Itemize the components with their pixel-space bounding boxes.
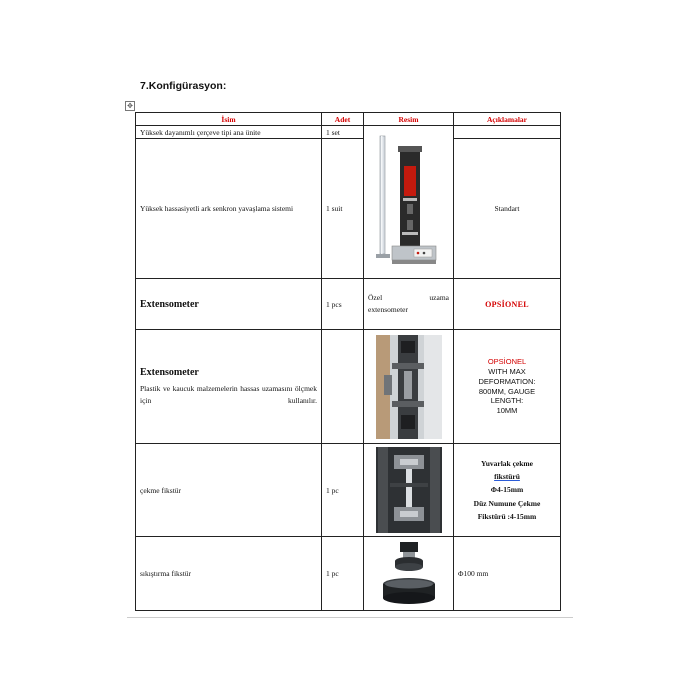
row-name xyxy=(136,279,322,330)
compression-fixture-illustration xyxy=(376,540,442,608)
image-text-line-2: extensometer xyxy=(368,305,408,314)
row-desc: Standart xyxy=(454,139,561,279)
testing-machine-illustration xyxy=(374,132,444,272)
desc-line-part: fikstürü xyxy=(494,472,520,482)
desc-line: Düz Numune Çekme xyxy=(473,498,541,508)
compression-fixture-photo xyxy=(364,537,454,611)
testing-machine-image xyxy=(364,126,454,279)
optional-label: OPSİONEL xyxy=(485,299,529,309)
tension-fixture-illustration xyxy=(376,447,442,533)
extensometer-subtext: Plastik ve kaucuk malzemelerin hassas uzamasını ölçmek için kullanılır. xyxy=(140,384,317,405)
row-qty: 1 set xyxy=(322,126,364,139)
table-row xyxy=(136,444,561,537)
row-name: Yüksek hassasiyetli ark senkron yavaşlama sistemi xyxy=(136,139,322,279)
desc-line: LENGTH: xyxy=(490,396,524,406)
desc-line xyxy=(458,457,556,483)
row-qty: 1 pc xyxy=(322,444,364,537)
row-desc xyxy=(454,126,561,139)
desc-line: Fikstürü :4-15mm xyxy=(477,511,537,521)
desc-line: WITH MAX xyxy=(488,367,526,376)
row-name: çekme fikstür xyxy=(136,444,322,537)
extensometer-illustration xyxy=(376,335,442,439)
row-qty xyxy=(322,330,364,444)
desc-line: Φ4-15mm xyxy=(490,485,524,495)
row-name xyxy=(136,330,322,444)
image-text-line-1: Özel uzama xyxy=(368,293,449,303)
page-edge-divider xyxy=(127,617,573,618)
row-desc xyxy=(454,444,561,537)
header-image: Resim xyxy=(364,113,454,126)
extensometer-name: Extensometer xyxy=(140,298,199,310)
row-desc: Φ100 mm xyxy=(454,537,561,611)
table-move-handle-icon[interactable]: ✥ xyxy=(125,101,135,111)
row-desc xyxy=(454,279,561,330)
tension-fixture-photo xyxy=(364,444,454,537)
desc-line: 10MM xyxy=(496,406,518,415)
extensometer-name: Extensometer xyxy=(140,367,199,379)
header-desc: Açıklamalar xyxy=(454,113,561,126)
table-header-row xyxy=(136,113,561,126)
row-name: sıkıştırma fikstür xyxy=(136,537,322,611)
table-row xyxy=(136,139,561,279)
row-qty: 1 suit xyxy=(322,139,364,279)
configuration-table xyxy=(135,112,561,611)
row-qty: 1 pcs xyxy=(322,279,364,330)
row-qty: 1 pc xyxy=(322,537,364,611)
row-desc xyxy=(454,330,561,444)
table-row xyxy=(136,279,561,330)
header-name: İsim xyxy=(136,113,322,126)
row-image-text xyxy=(364,279,454,330)
section-title: 7.Konfigürasyon: xyxy=(140,80,227,92)
optional-label: OPSİONEL xyxy=(487,357,527,367)
desc-line: DEFORMATION: xyxy=(478,376,536,386)
row-name: Yüksek dayanımlı çerçeve tipi ana ünite xyxy=(136,126,322,139)
extensometer-photo xyxy=(364,330,454,444)
desc-line: 800MM, GAUGE xyxy=(478,386,536,396)
desc-line-part: Yuvarlak çekme xyxy=(480,459,533,469)
table-row xyxy=(136,126,561,139)
table-row xyxy=(136,537,561,611)
table-row xyxy=(136,330,561,444)
header-qty: Adet xyxy=(322,113,364,126)
